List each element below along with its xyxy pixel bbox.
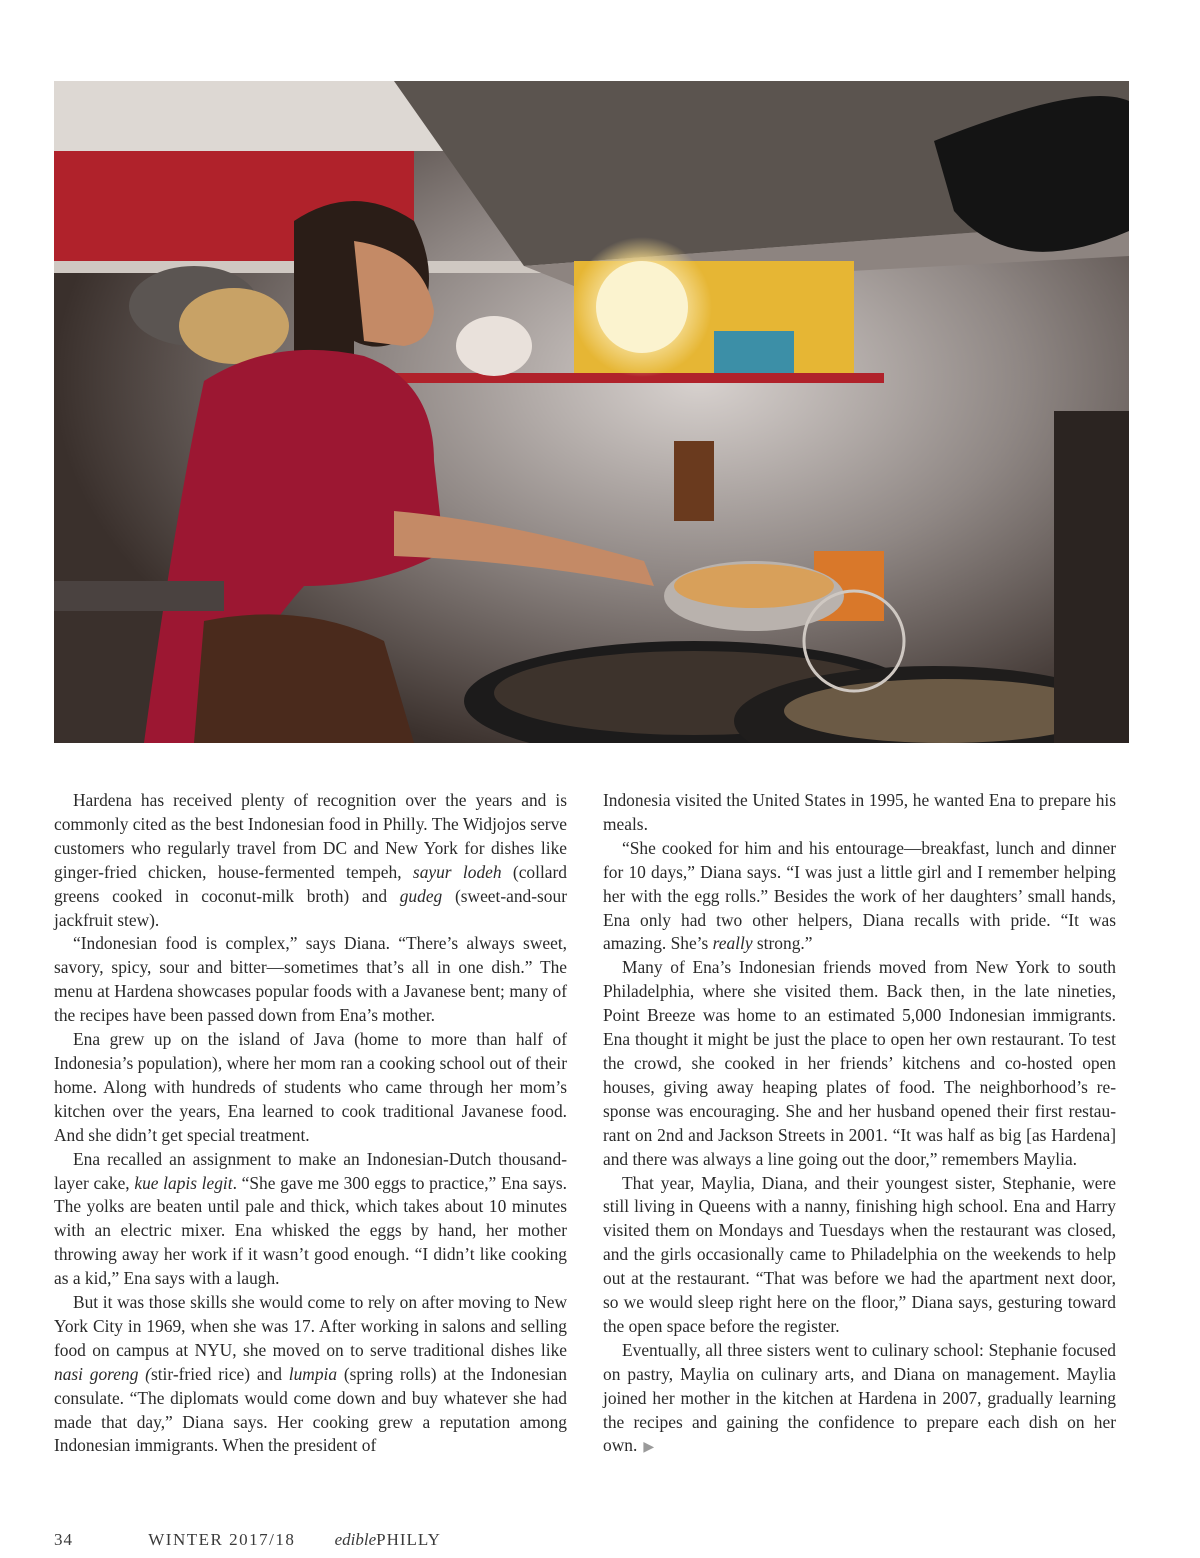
paragraph: “She cooked for him and his entourage—breakfast, lunch and dinner for 10 days,” Diana says. “I was just a little girl and I remember helping her with the egg rolls.” Besides the work of her daughters’ small hands, Ena only had two other helpers, Diana recalls with pride. “It was amazing. She’s really strong.” [603,837,1116,954]
paragraph: Many of Ena’s Indonesian friends moved from New York to south Philadelphia, where she visited them. Back then, in the late nineties, Point Breeze was home to an estimated 5,000 Indonesian immigrants. Ena thought it might be just the place to open her own restaurant. To test the crowd, she cooked in her friends’ kitchens and co-hosted open houses, giving away heaping plates of food. The neighborhood’s response was encouraging. She and her husband opened their first restaurant on 2nd and Jackson Streets in 2001. “It was half as big [as Hardena] and there was always a line going out the door,” remembers Maylia. [603,957,1116,1169]
issue-label: WINTER 2017/18 [148,1530,296,1549]
page-footer [54,1530,441,1550]
paragraph: Hardena has received plenty of recognition over the years and is commonly cited as the best Indonesian food in Philly. The Widjojos serve customers who regularly travel from DC and New York for dishes like ginger-fried chicken, house-fermented tempeh, sayur lodeh (collard greens cooked in coconut-milk broth) and gudeg (sweet-and-sour jackfruit stew). [54,790,567,930]
paragraph: Ena grew up on the island of Java (home to more than half of Indonesia’s population), where her mom ran a cooking school out of their home. Along with hundreds of students who came through her mom’s kitchen over the years, Ena learned to cook traditional Javanese food. And she didn’t get special treatment. [54,1029,567,1145]
publication-name: ediblePHILLY [334,1530,441,1549]
page-number: 34 [54,1530,73,1549]
paragraph: But it was those skills she would come to rely on after moving to New York City in 1969, when she was 17. After working in salons and selling food on campus at NYU, she moved on to serve traditional dishes like nasi goreng (stir-fried rice) and lumpia (spring rolls) at the Indonesian consulate. “The diplomats would come down and buy whatever she had made that day,” Diana says. Her cooking grew a reputation among Indonesian immigrants. When the president of [54,1292,567,1456]
article-column-right [603,789,1116,1460]
paragraph: “Indonesian food is complex,” says Diana. “There’s always sweet, savory, spicy, sour and bitter—sometimes that’s all in one dish.” The menu at Hardena showcases popular foods with a Javanese bent; many of the recipes have been passed down from Ena’s mother. [54,933,567,1026]
paragraph: Eventually, all three sisters went to culinary school: Stephanie focused on pastry, Maylia on culinary arts, and Diana on management. Maylia joined her mother in the kitchen at Hardena in 2007, gradually learning the recipes and gaining the confidence to prepare each dish on her own. ▶ [603,1339,1116,1456]
paragraph: Ena recalled an assignment to make an Indonesian-Dutch thousand-layer cake, kue lapis legit. “She gave me 300 eggs to practice,” Ena says. The yolks are beaten until pale and thick, which takes about 10 minutes with an electric mixer. Ena whisked the eggs by hand, her mother throwing away her work if it wasn’t good enough. “I didn’t like cooking as a kid,” Ena says with a laugh. [54,1148,567,1289]
paragraph: That year, Maylia, Diana, and their youngest sister, Stephanie, were still living in Queens with a nanny, finishing high school. Ena and Harry visited them on Mondays and Tuesdays when the restaurant was closed, and the girls occasionally came to Philadelphia on the weekends to help out at the restaurant. “That was before we had the apartment next door, so we would sleep right here on the floor,” Diana says, gesturing toward the open space before the register. [603,1172,1116,1336]
article-column-left [54,789,567,1458]
kitchen-photo [54,81,1129,743]
kitchen-cooking-photo-icon [54,81,1129,743]
paragraph-continued: Indonesia visited the United States in 1995, he wanted Ena to prepare his meals. [603,790,1116,834]
end-mark-icon: ▶ [643,1440,655,1456]
